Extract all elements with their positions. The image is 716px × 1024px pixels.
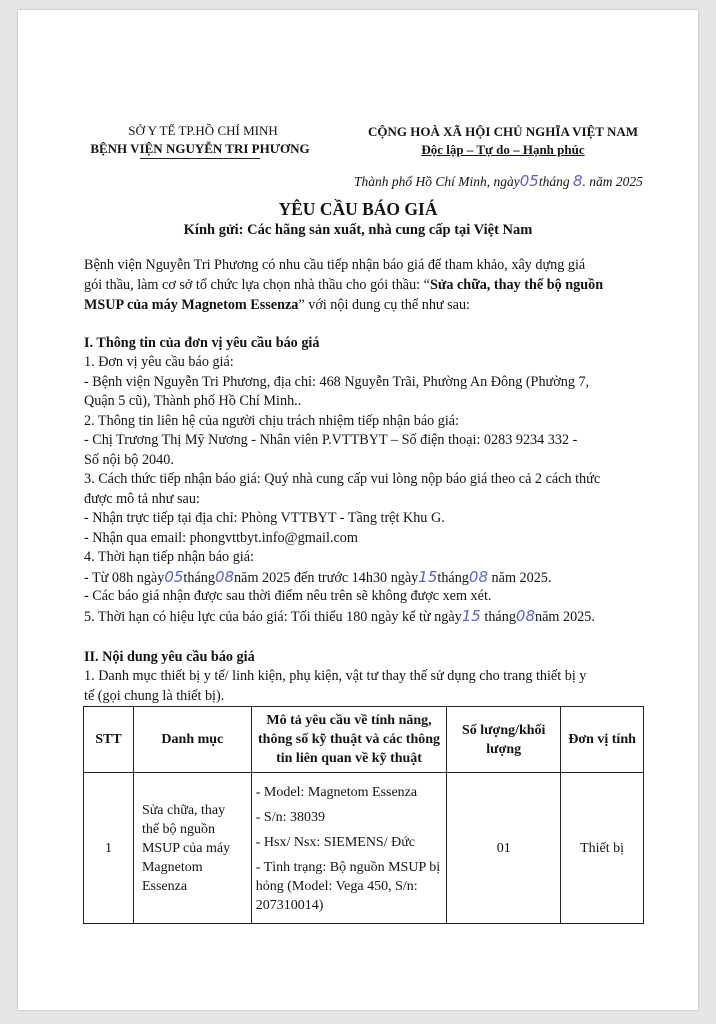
hospital-underline [140,158,260,159]
s1-line: 4. Thời hạn tiếp nhận báo giá: [84,549,254,565]
col-header-unit: Đơn vị tính [561,707,644,773]
country-name: CỘNG HOÀ XÃ HỘI CHỦ NGHĨA VIỆT NAM [367,124,639,139]
s1-line: 1. Đơn vị yêu cầu báo giá: [84,354,234,370]
col-header-desc: Mô tả yêu cầu về tính năng, thông số kỹ thuật và các thông tin liên quan về kỹ thuật [251,707,447,773]
document-title: YÊU CẦU BÁO GIÁ [278,199,438,219]
s1-line: 2. Thông tin liên hệ của người chịu trách nhiệm tiếp nhận báo giá: [84,413,460,429]
s1-deadline-line: - Từ 08h ngày05tháng08năm 2025 đến trước 14h30 ngày15tháng08 năm 2025. [84,568,552,586]
s1-line: - Nhận trực tiếp tại địa chỉ: Phòng VTTBYT - Tầng trệt Khu G. [84,510,445,526]
department-name: SỞ Y TẾ TP.HỒ CHÍ MINH [128,123,278,138]
s1-line: - Chị Trương Thị Mỹ Nương - Nhân viên P.VTTBYT – Số điện thoại: 0283 9234 332 - [84,432,578,448]
s1-validity-line: 5. Thời hạn có hiệu lực của báo giá: Tối thiểu 180 ngày kể từ ngày15 tháng08năm 2025. [84,607,595,625]
col-header-stt: STT [84,707,134,773]
handwritten-month: 8 [573,172,583,190]
intro-line-1: Bệnh viện Nguyễn Tri Phương có nhu cầu tiếp nhận báo giá để tham khảo, xây dựng giá [84,257,586,273]
s1-line: Số nội bộ 2040. [84,452,174,468]
cell-unit: Thiết bị [561,773,644,924]
cell-item: Sửa chữa, thay thế bộ nguồn MSUP của máy Magnetom Essenza [133,773,251,924]
s1-line-email: - Nhận qua email: phongvttbyt.info@gmail.com [84,530,358,546]
recipient-line: Kính gửi: Các hãng sản xuất, nhà cung cấp tại Việt Nam [183,222,533,238]
hospital-name: BỆNH VIỆN NGUYỄN TRI PHƯƠNG [90,141,310,156]
s1-line: 3. Cách thức tiếp nhận báo giá: Quý nhà cung cấp vui lòng nộp báo giá theo cả 2 cách thức [84,471,601,487]
intro-line-3: MSUP của máy Magnetom Essenza” với nội dung cụ thể như sau: [84,297,470,313]
cell-stt: 1 [84,773,134,924]
s2-line: 1. Danh mục thiết bị y tế/ linh kiện, phụ kiện, vật tư thay thế sử dụng cho trang thiết bị y [84,668,587,684]
s2-line: tế (gọi chung là thiết bị). [84,688,225,704]
cell-desc: - Model: Magnetom Essenza - S/n: 38039 - Hsx/ Nsx: SIEMENS/ Đức - Tình trạng: Bộ nguồn MSUP bị hỏng (Model: Vega 450, S/n: 207310014) [251,773,447,924]
s1-line: - Các báo giá nhận được sau thời điểm nêu trên sẽ không được xem xét. [84,588,492,604]
handwritten-day: 05 [519,172,539,190]
col-header-item: Danh mục [133,707,251,773]
table-header-row [84,707,644,773]
date-line: Thành phố Hồ Chí Minh, ngày05tháng 8. năm 2025 [354,172,643,190]
col-header-qty: Số lượng/khối lượng [447,707,561,773]
section-2-heading: II. Nội dung yêu cầu báo giá [84,649,255,665]
s1-line: - Bệnh viện Nguyễn Tri Phương, địa chỉ: 468 Nguyễn Trãi, Phường An Đông (Phường 7, [84,374,590,390]
request-table [83,706,644,924]
cell-qty: 01 [447,773,561,924]
table-row [84,773,644,924]
intro-line-2: gói thầu, làm cơ sở tổ chức lựa chọn nhà thầu cho gói thầu: “Sửa chữa, thay thế bộ nguồn [84,277,604,293]
motto: Độc lập – Tự do – Hạnh phúc [421,142,585,157]
s1-line: Quận 5 cũ), Thành phố Hồ Chí Minh.. [84,393,302,409]
section-1-heading: I. Thông tin của đơn vị yêu cầu báo giá [84,335,320,351]
s1-line: được mô tả như sau: [84,491,200,507]
